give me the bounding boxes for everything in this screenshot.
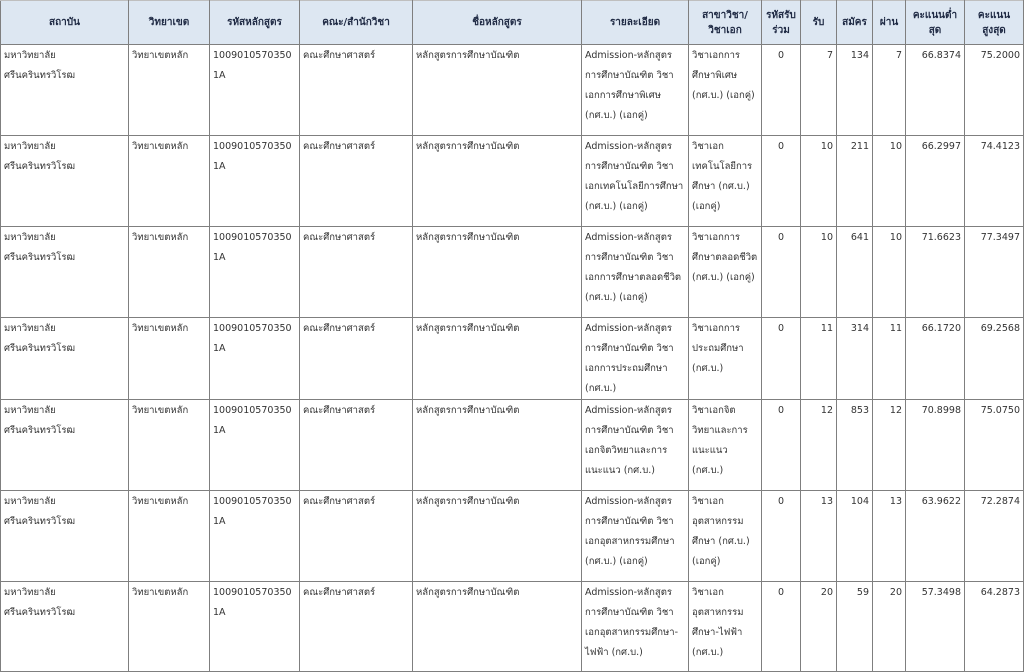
cell-details: Admission-หลักสูตรการศึกษาบัณฑิต วิชาเอกการศึกษาตลอดชีวิต (กศ.บ.) (เอกคู่) bbox=[582, 227, 689, 318]
cell-min-score: 66.8374 bbox=[906, 45, 965, 136]
header-campus: วิทยาเขต bbox=[129, 1, 210, 45]
cell-applied: 211 bbox=[837, 136, 873, 227]
cell-max-score: 75.2000 bbox=[965, 45, 1024, 136]
cell-faculty: คณะศึกษาศาสตร์ bbox=[300, 582, 413, 672]
cell-program-code: 10090105703501A bbox=[210, 227, 300, 318]
cell-faculty: คณะศึกษาศาสตร์ bbox=[300, 318, 413, 400]
cell-passed: 10 bbox=[873, 227, 906, 318]
cell-max-score: 75.0750 bbox=[965, 400, 1024, 491]
cell-max-score: 74.4123 bbox=[965, 136, 1024, 227]
cell-institution: มหาวิทยาลัยศรีนครินทรวิโรฒ bbox=[1, 400, 129, 491]
cell-applied: 59 bbox=[837, 582, 873, 672]
cell-program-name: หลักสูตรการศึกษาบัณฑิต bbox=[413, 318, 582, 400]
cell-joint-code: 0 bbox=[762, 491, 801, 582]
cell-major: วิชาเอกการประถมศึกษา (กศ.บ.) bbox=[689, 318, 762, 400]
header-applied: สมัคร bbox=[837, 1, 873, 45]
cell-program-name: หลักสูตรการศึกษาบัณฑิต bbox=[413, 227, 582, 318]
cell-faculty: คณะศึกษาศาสตร์ bbox=[300, 400, 413, 491]
cell-faculty: คณะศึกษาศาสตร์ bbox=[300, 136, 413, 227]
cell-min-score: 57.3498 bbox=[906, 582, 965, 672]
cell-accept: 20 bbox=[801, 582, 837, 672]
cell-campus: วิทยาเขตหลัก bbox=[129, 491, 210, 582]
cell-program-name: หลักสูตรการศึกษาบัณฑิต bbox=[413, 136, 582, 227]
cell-major: วิชาเอกอุตสาหกรรมศึกษา (กศ.บ.) (เอกคู่) bbox=[689, 491, 762, 582]
cell-campus: วิทยาเขตหลัก bbox=[129, 318, 210, 400]
cell-max-score: 77.3497 bbox=[965, 227, 1024, 318]
cell-program-code: 10090105703501A bbox=[210, 45, 300, 136]
cell-program-code: 10090105703501A bbox=[210, 400, 300, 491]
cell-faculty: คณะศึกษาศาสตร์ bbox=[300, 227, 413, 318]
cell-applied: 853 bbox=[837, 400, 873, 491]
cell-program-name: หลักสูตรการศึกษาบัณฑิต bbox=[413, 491, 582, 582]
cell-institution: มหาวิทยาลัยศรีนครินทรวิโรฒ bbox=[1, 227, 129, 318]
header-passed: ผ่าน bbox=[873, 1, 906, 45]
cell-program-name: หลักสูตรการศึกษาบัณฑิต bbox=[413, 582, 582, 672]
header-accept: รับ bbox=[801, 1, 837, 45]
header-details: รายละเอียด bbox=[582, 1, 689, 45]
cell-applied: 134 bbox=[837, 45, 873, 136]
header-min-score: คะแนนต่ำสุด bbox=[906, 1, 965, 45]
cell-major: วิชาเอกเทคโนโลยีการศึกษา (กศ.บ.) (เอกคู่) bbox=[689, 136, 762, 227]
cell-accept: 10 bbox=[801, 227, 837, 318]
table-row bbox=[1, 582, 1024, 672]
cell-campus: วิทยาเขตหลัก bbox=[129, 582, 210, 672]
cell-passed: 10 bbox=[873, 136, 906, 227]
cell-details: Admission-หลักสูตรการศึกษาบัณฑิต วิชาเอกเทคโนโลยีการศึกษา (กศ.บ.) (เอกคู่) bbox=[582, 136, 689, 227]
cell-max-score: 72.2874 bbox=[965, 491, 1024, 582]
cell-institution: มหาวิทยาลัยศรีนครินทรวิโรฒ bbox=[1, 582, 129, 672]
table-row bbox=[1, 400, 1024, 491]
cell-details: Admission-หลักสูตรการศึกษาบัณฑิต วิชาเอกจิตวิทยาและการแนะแนว (กศ.บ.) bbox=[582, 400, 689, 491]
cell-program-code: 10090105703501A bbox=[210, 491, 300, 582]
cell-max-score: 64.2873 bbox=[965, 582, 1024, 672]
table-row bbox=[1, 45, 1024, 136]
cell-major: วิชาเอกจิตวิทยาและการแนะแนว (กศ.บ.) bbox=[689, 400, 762, 491]
cell-passed: 7 bbox=[873, 45, 906, 136]
cell-details: Admission-หลักสูตรการศึกษาบัณฑิต วิชาเอกการประถมศึกษา (กศ.บ.) bbox=[582, 318, 689, 400]
header-row bbox=[1, 1, 1024, 45]
cell-accept: 12 bbox=[801, 400, 837, 491]
table-row bbox=[1, 491, 1024, 582]
cell-min-score: 66.1720 bbox=[906, 318, 965, 400]
header-max-score: คะแนนสูงสุด bbox=[965, 1, 1024, 45]
cell-institution: มหาวิทยาลัยศรีนครินทรวิโรฒ bbox=[1, 318, 129, 400]
cell-program-code: 10090105703501A bbox=[210, 136, 300, 227]
table-row bbox=[1, 318, 1024, 400]
cell-joint-code: 0 bbox=[762, 227, 801, 318]
cell-program-name: หลักสูตรการศึกษาบัณฑิต bbox=[413, 45, 582, 136]
header-program-name: ชื่อหลักสูตร bbox=[413, 1, 582, 45]
cell-joint-code: 0 bbox=[762, 400, 801, 491]
cell-institution: มหาวิทยาลัยศรีนครินทรวิโรฒ bbox=[1, 491, 129, 582]
cell-campus: วิทยาเขตหลัก bbox=[129, 136, 210, 227]
cell-joint-code: 0 bbox=[762, 318, 801, 400]
cell-program-name: หลักสูตรการศึกษาบัณฑิต bbox=[413, 400, 582, 491]
header-program-code: รหัสหลักสูตร bbox=[210, 1, 300, 45]
header-faculty: คณะ/สำนักวิชา bbox=[300, 1, 413, 45]
cell-accept: 7 bbox=[801, 45, 837, 136]
cell-major: วิชาเอกการศึกษาตลอดชีวิต (กศ.บ.) (เอกคู่) bbox=[689, 227, 762, 318]
header-joint-code: รหัสรับร่วม bbox=[762, 1, 801, 45]
cell-min-score: 66.2997 bbox=[906, 136, 965, 227]
cell-faculty: คณะศึกษาศาสตร์ bbox=[300, 45, 413, 136]
cell-institution: มหาวิทยาลัยศรีนครินทรวิโรฒ bbox=[1, 45, 129, 136]
cell-major: วิชาเอกการศึกษาพิเศษ (กศ.บ.) (เอกคู่) bbox=[689, 45, 762, 136]
cell-max-score: 69.2568 bbox=[965, 318, 1024, 400]
cell-accept: 11 bbox=[801, 318, 837, 400]
cell-campus: วิทยาเขตหลัก bbox=[129, 45, 210, 136]
cell-passed: 20 bbox=[873, 582, 906, 672]
cell-joint-code: 0 bbox=[762, 45, 801, 136]
cell-joint-code: 0 bbox=[762, 136, 801, 227]
cell-passed: 13 bbox=[873, 491, 906, 582]
cell-details: Admission-หลักสูตรการศึกษาบัณฑิต วิชาเอกอุตสาหกรรมศึกษา (กศ.บ.) (เอกคู่) bbox=[582, 491, 689, 582]
cell-program-code: 10090105703501A bbox=[210, 582, 300, 672]
cell-accept: 10 bbox=[801, 136, 837, 227]
cell-program-code: 10090105703501A bbox=[210, 318, 300, 400]
cell-min-score: 71.6623 bbox=[906, 227, 965, 318]
cell-applied: 104 bbox=[837, 491, 873, 582]
cell-campus: วิทยาเขตหลัก bbox=[129, 400, 210, 491]
cell-accept: 13 bbox=[801, 491, 837, 582]
cell-applied: 314 bbox=[837, 318, 873, 400]
cell-campus: วิทยาเขตหลัก bbox=[129, 227, 210, 318]
cell-details: Admission-หลักสูตรการศึกษาบัณฑิต วิชาเอกการศึกษาพิเศษ (กศ.บ.) (เอกคู่) bbox=[582, 45, 689, 136]
cell-faculty: คณะศึกษาศาสตร์ bbox=[300, 491, 413, 582]
cell-details: Admission-หลักสูตรการศึกษาบัณฑิต วิชาเอกอุตสาหกรรมศึกษา-ไฟฟ้า (กศ.บ.) bbox=[582, 582, 689, 672]
cell-min-score: 70.8998 bbox=[906, 400, 965, 491]
cell-joint-code: 0 bbox=[762, 582, 801, 672]
table-row bbox=[1, 227, 1024, 318]
cell-applied: 641 bbox=[837, 227, 873, 318]
header-institution: สถาบัน bbox=[1, 1, 129, 45]
cell-passed: 11 bbox=[873, 318, 906, 400]
table-row bbox=[1, 136, 1024, 227]
header-major: สาขาวิชา/ วิชาเอก bbox=[689, 1, 762, 45]
cell-min-score: 63.9622 bbox=[906, 491, 965, 582]
cell-institution: มหาวิทยาลัยศรีนครินทรวิโรฒ bbox=[1, 136, 129, 227]
cell-major: วิชาเอกอุตสาหกรรมศึกษา-ไฟฟ้า (กศ.บ.) bbox=[689, 582, 762, 672]
cell-passed: 12 bbox=[873, 400, 906, 491]
